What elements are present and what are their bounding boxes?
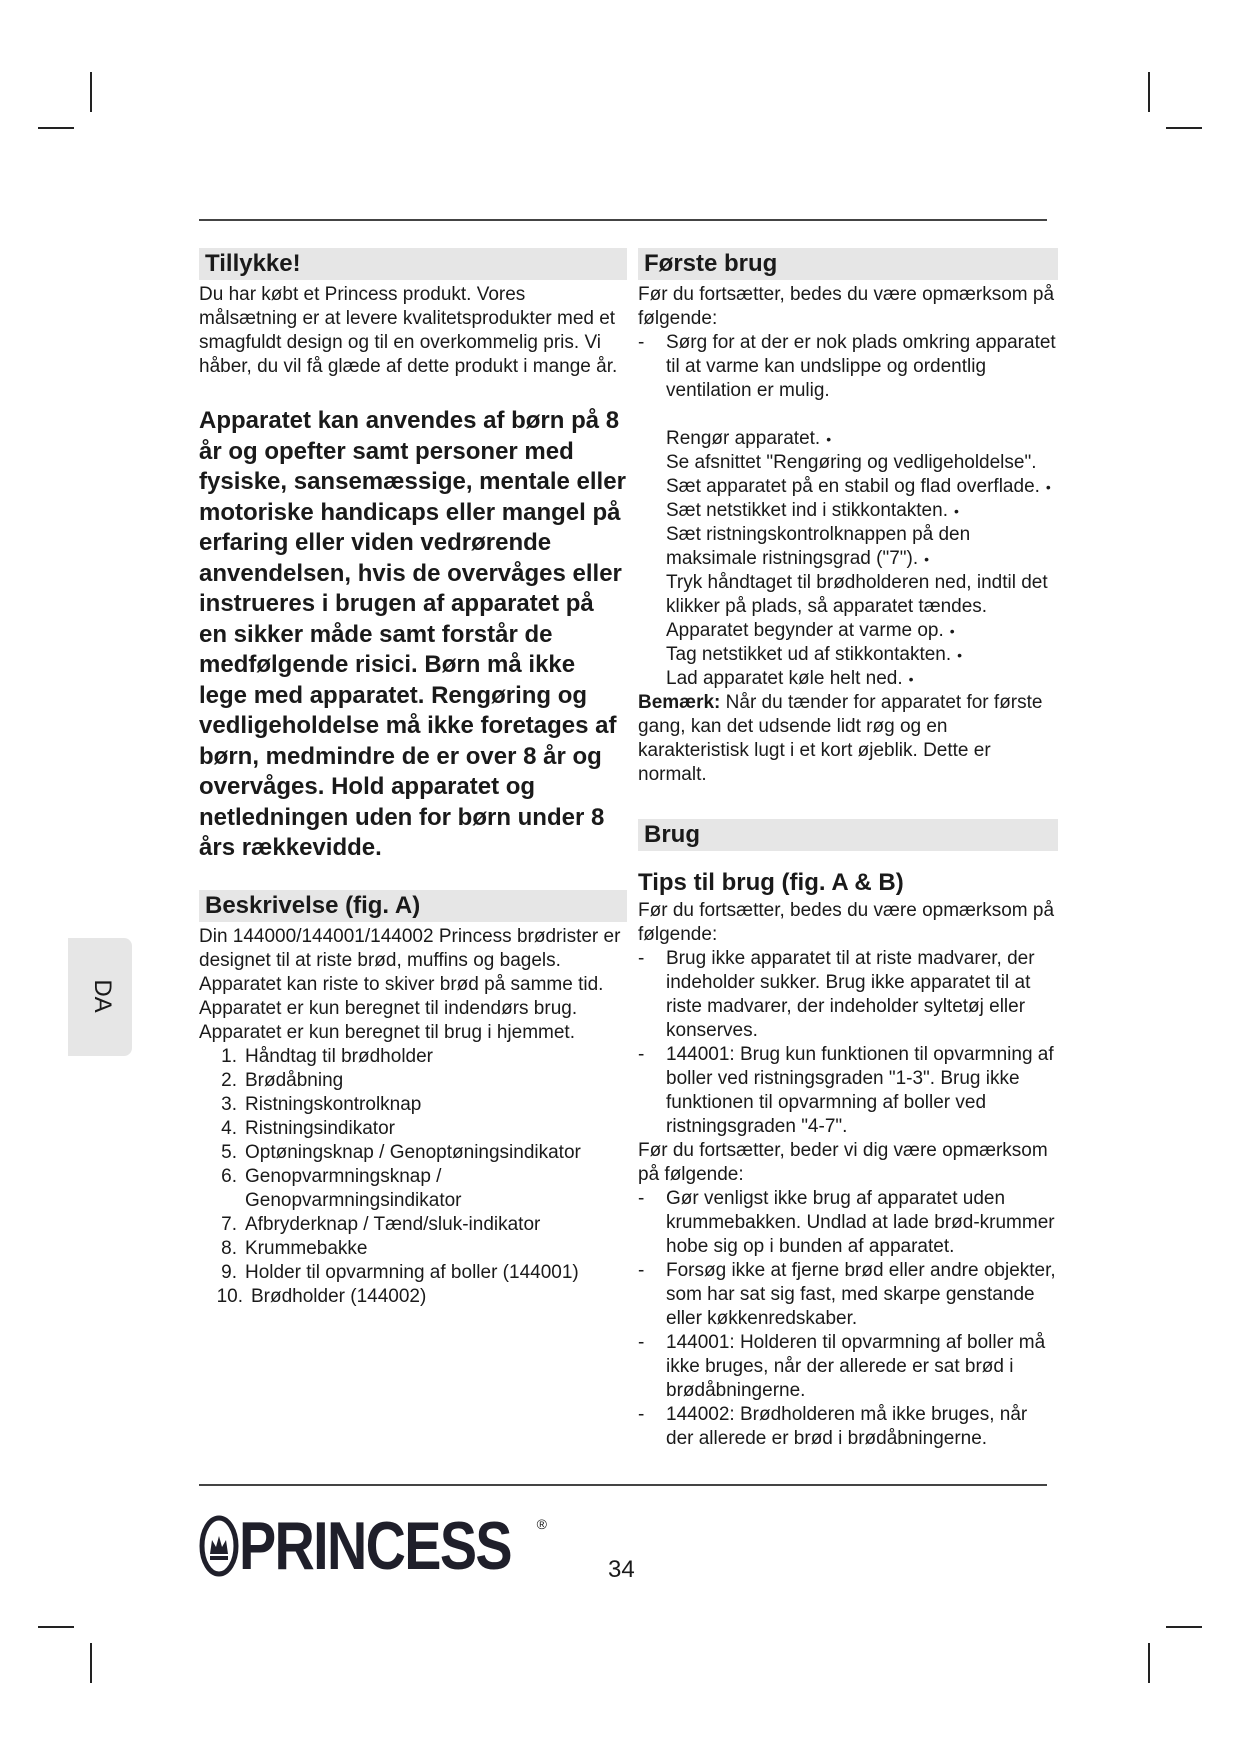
- list-item: 4. Ristningsindikator: [221, 1117, 395, 1139]
- crop-mark: [90, 72, 92, 112]
- crop-mark: [1148, 1643, 1150, 1683]
- right-column: [638, 248, 1058, 1451]
- note-text: Når du tænder for apparatet for første gang, kan det udsende lidt røg og en karakteristisk lugt i et kort øjeblik. Dette er normalt.: [638, 692, 1043, 785]
- list-item: 5. Optøningsknap / Genoptøningsindikator: [221, 1141, 581, 1163]
- first-use-intro: Før du fortsætter, bedes du være opmærksom på følgende:: [638, 284, 1055, 329]
- congrats-text: Du har købt et Princess produkt. Vores målsætning er at levere kvalitetsprodukter med et smagfuldt design og til en overkommelig pris. Vi håber, du vil få glæde af dette produkt i mange år.: [199, 284, 618, 377]
- crop-mark: [1166, 127, 1202, 129]
- step-item: Lad apparatet køle helt ned. •: [666, 668, 914, 689]
- use-heading: Brug: [638, 819, 1058, 851]
- list-item: 7. Afbryderknap / Tænd/sluk-indikator: [221, 1213, 541, 1235]
- crop-mark: [38, 127, 74, 129]
- top-rule: [199, 219, 1047, 221]
- crop-mark: [1166, 1626, 1202, 1628]
- list-item: 6. Genopvarmningsknap / Genopvarmningsindikator: [221, 1165, 462, 1211]
- tips-list: [638, 947, 1058, 1139]
- congrats-heading: Tillykke!: [199, 248, 627, 280]
- step-item: Tryk håndtaget til brødholderen ned, indtil det klikker på plads, så apparatet tændes. Apparatet begynder at varme op. •: [666, 572, 1048, 641]
- list-item: 8. Krummebakke: [221, 1237, 368, 1259]
- step-item: Sæt apparatet på en stabil og flad overflade. •: [666, 476, 1051, 497]
- tips-intro-2: Før du fortsætter, beder vi dig være opmærksom på følgende:: [638, 1140, 1048, 1185]
- bottom-rule: [199, 1484, 1047, 1486]
- list-item: 9. Holder til opvarmning af boller (144001): [221, 1261, 579, 1283]
- list-item: - 144001: Brug kun funktionen til opvarmning af boller ved ristningsgraden "1-3". Brug ikke funktionen til opvarmning af boller ved ristningsgraden "4-7".: [638, 1044, 1054, 1137]
- list-item: - 144001: Holderen til opvarmning af boller må ikke bruges, når der allerede er sat brød i brødåbningerne.: [638, 1332, 1046, 1401]
- list-item: - Brug ikke apparatet til at riste madvarer, der indeholder sukker. Brug ikke apparatet til at riste madvarer, der indeholder syltetøj eller konserves.: [638, 948, 1035, 1041]
- registered-mark: ®: [536, 1516, 547, 1532]
- list-item: - 144002: Brødholderen må ikke bruges, når der allerede er brød i brødåbningerne.: [638, 1404, 1028, 1449]
- first-use-heading: Første brug: [638, 248, 1058, 280]
- crown-emblem-icon: [199, 1514, 239, 1578]
- list-item: 3. Ristningskontrolknap: [221, 1093, 422, 1115]
- crop-mark: [1148, 72, 1150, 112]
- list-item: - Forsøg ikke at fjerne brød eller andre objekter, som har sat sig fast, med skarpe genstande eller køkkenredskaber.: [638, 1260, 1056, 1329]
- list-item: - Sørg for at der er nok plads omkring apparatet til at varme kan undslippe og ordentlig ventilation er mulig.: [638, 332, 1056, 401]
- list-item: - Gør venligst ikke brug af apparatet uden krummebakken. Undlad at lade brød-krummer hobe sig op i bunden af apparatet.: [638, 1188, 1055, 1257]
- description-text: Din 144000/144001/144002 Princess brødrister er designet til at riste brød, muffins og bagels. Apparatet kan riste to skiver brød på samme tid. Apparatet er kun beregnet til indendørs brug. Apparatet er kun beregnet til brug i hjemmet.: [199, 925, 621, 1043]
- tips-heading: Tips til brug (fig. A & B): [638, 869, 904, 896]
- first-use-steps: [666, 427, 1058, 691]
- step-item: Sæt netstikket ind i stikkontakten. •: [666, 500, 959, 521]
- note-label: Bemærk:: [638, 692, 721, 713]
- list-item: 10. Brødholder (144002): [216, 1285, 427, 1307]
- note: [638, 691, 1058, 787]
- language-tab-label: DA: [89, 979, 116, 1013]
- step-item: Sæt ristningskontrolknappen på den maksimale ristningsgrad ("7"). •: [666, 524, 971, 569]
- step-item: Se afsnittet "Rengøring og vedligeholdelse".: [666, 452, 1037, 473]
- first-use-list: [638, 331, 1058, 403]
- tips-intro: Før du fortsætter, bedes du være opmærksom på følgende:: [638, 900, 1055, 945]
- logo-wordmark: PRINCESS: [239, 1508, 511, 1584]
- tips-list-2: [638, 1187, 1058, 1451]
- crop-mark: [38, 1626, 74, 1628]
- list-item: 1. Håndtag til brødholder: [221, 1045, 433, 1067]
- left-column: [199, 248, 627, 1309]
- princess-logo: [199, 1508, 547, 1584]
- step-item: Tag netstikket ud af stikkontakten. •: [666, 644, 963, 665]
- step-item: Rengør apparatet. •: [666, 428, 832, 449]
- description-heading: Beskrivelse (fig. A): [199, 890, 627, 922]
- safety-warning: Apparatet kan anvendes af børn på 8 år og opefter samt personer med fysiske, sansemæssige, mentale eller motoriske handicaps eller mangel på erfaring eller viden vedrørende anvendelsen, hvis de overvåges eller instrueres i brugen af apparatet på en sikker måde samt forstår de medfølgende risici. Børn må ikke lege med apparatet. Rengøring og vedligeholdelse må ikke foretages af børn, medmindre de er over 8 år og overvåges. Hold apparatet og netledningen uden for børn under 8 års rækkevidde.: [199, 407, 626, 861]
- list-item: 2. Brødåbning: [221, 1069, 344, 1091]
- parts-list: [199, 1045, 627, 1309]
- crop-mark: [90, 1643, 92, 1683]
- page-number: 34: [608, 1556, 635, 1583]
